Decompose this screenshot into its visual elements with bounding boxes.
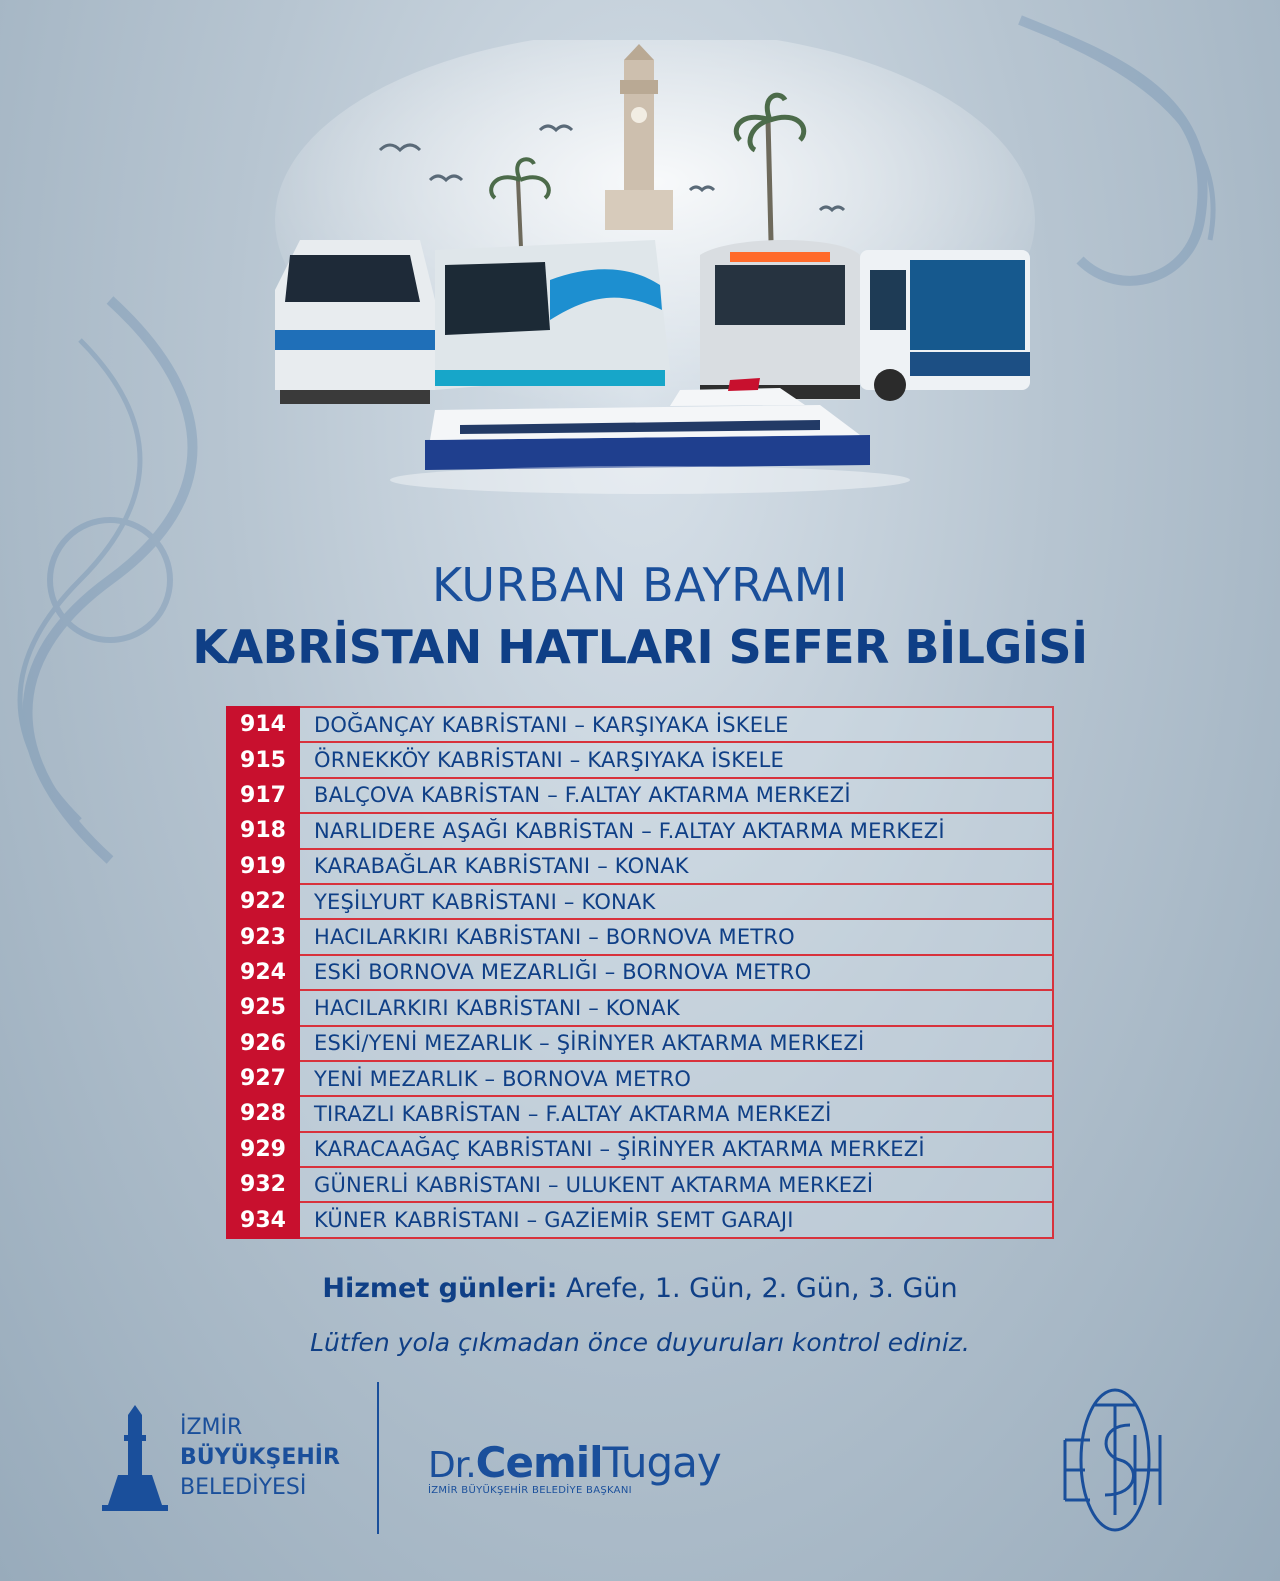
hero-transport-illustration [260, 40, 1050, 500]
line-route: KARABAĞLAR KABRİSTANI – KONAK [299, 849, 1053, 884]
table-row [227, 884, 1053, 919]
line-route: YEŞİLYURT KABRİSTANI – KONAK [299, 884, 1053, 919]
table-row [227, 778, 1053, 813]
line-route: ESKİ/YENİ MEZARLIK – ŞİRİNYER AKTARMA MERKEZİ [299, 1026, 1053, 1061]
line-route: TIRAZLI KABRİSTAN – F.ALTAY AKTARMA MERKEZİ [299, 1096, 1053, 1131]
line-number: 917 [227, 778, 299, 813]
line-number: 919 [227, 849, 299, 884]
table-row [227, 1167, 1053, 1202]
table-row [227, 849, 1053, 884]
mayor-prefix: Dr. [428, 1445, 476, 1486]
line-route: KARACAAĞAÇ KABRİSTANI – ŞİRİNYER AKTARMA MERKEZİ [299, 1132, 1053, 1167]
line-route: ESKİ BORNOVA MEZARLIĞI – BORNOVA METRO [299, 955, 1053, 990]
metro-icon [700, 240, 860, 400]
line-route: HACILARKIRI KABRİSTANI – KONAK [299, 990, 1053, 1025]
line-number: 925 [227, 990, 299, 1025]
bus-icon [860, 250, 1030, 401]
page-subtitle: KABRİSTAN HATLARI SEFER BİLGİSİ [192, 620, 1088, 674]
service-days [0, 1273, 1280, 1304]
logo-line-buyuksehir: BÜYÜKŞEHİR [180, 1445, 340, 1470]
line-number: 927 [227, 1061, 299, 1096]
line-number: 915 [227, 742, 299, 777]
line-number: 928 [227, 1096, 299, 1131]
table-row [227, 990, 1053, 1025]
line-route: HACILARKIRI KABRİSTANI – BORNOVA METRO [299, 919, 1053, 954]
table-row [227, 919, 1053, 954]
line-number: 922 [227, 884, 299, 919]
line-number: 924 [227, 955, 299, 990]
footer-divider [377, 1382, 379, 1534]
line-number: 929 [227, 1132, 299, 1167]
line-route: DOĞANÇAY KABRİSTANI – KARŞIYAKA İSKELE [299, 707, 1053, 742]
logo-line-belediyesi: BELEDİYESİ [180, 1475, 307, 1500]
line-number: 918 [227, 813, 299, 848]
line-route: ÖRNEKKÖY KABRİSTANI – KARŞIYAKA İSKELE [299, 742, 1053, 777]
mayor-title: İZMİR BÜYÜKŞEHİR BELEDİYE BAŞKANI [428, 1485, 632, 1496]
line-route: GÜNERLİ KABRİSTANI – ULUKENT AKTARMA MERKEZİ [299, 1167, 1053, 1202]
line-number: 926 [227, 1026, 299, 1061]
line-route: BALÇOVA KABRİSTAN – F.ALTAY AKTARMA MERKEZİ [299, 778, 1053, 813]
eshot-monogram-logo [1050, 1385, 1180, 1535]
line-number: 914 [227, 707, 299, 742]
tram-icon [435, 240, 670, 390]
table-row [227, 1202, 1053, 1237]
line-route: YENİ MEZARLIK – BORNOVA METRO [299, 1061, 1053, 1096]
service-days-value: Arefe, 1. Gün, 2. Gün, 3. Gün [557, 1273, 958, 1304]
bus-lines-table [226, 706, 1054, 1239]
notice-text: Lütfen yola çıkmadan önce duyuruları kontrol ediniz. [310, 1328, 970, 1357]
mayor-first-name: Cemil [475, 1438, 603, 1487]
page-title: KURBAN BAYRAMI [432, 558, 848, 612]
table-row [227, 707, 1053, 742]
service-days-label: Hizmet günleri: [322, 1273, 558, 1304]
table-row [227, 742, 1053, 777]
table-row [227, 1132, 1053, 1167]
line-route: NARLIDERE AŞAĞI KABRİSTAN – F.ALTAY AKTARMA MERKEZİ [299, 813, 1053, 848]
logo-line-izmir: İZMİR [180, 1415, 243, 1440]
table-row [227, 1061, 1053, 1096]
table-row [227, 813, 1053, 848]
line-route: KÜNER KABRİSTANI – GAZİEMİR SEMT GARAJI [299, 1202, 1053, 1237]
line-number: 923 [227, 919, 299, 954]
mayor-signature [428, 1438, 721, 1496]
table-row [227, 1026, 1053, 1061]
train-icon [275, 240, 435, 404]
table-row [227, 1096, 1053, 1131]
mayor-last-name: Tugay [602, 1438, 721, 1487]
izmir-municipality-logo [100, 1405, 360, 1515]
clock-tower-icon [100, 1405, 170, 1515]
line-number: 934 [227, 1202, 299, 1237]
table-row [227, 955, 1053, 990]
line-number: 932 [227, 1167, 299, 1202]
